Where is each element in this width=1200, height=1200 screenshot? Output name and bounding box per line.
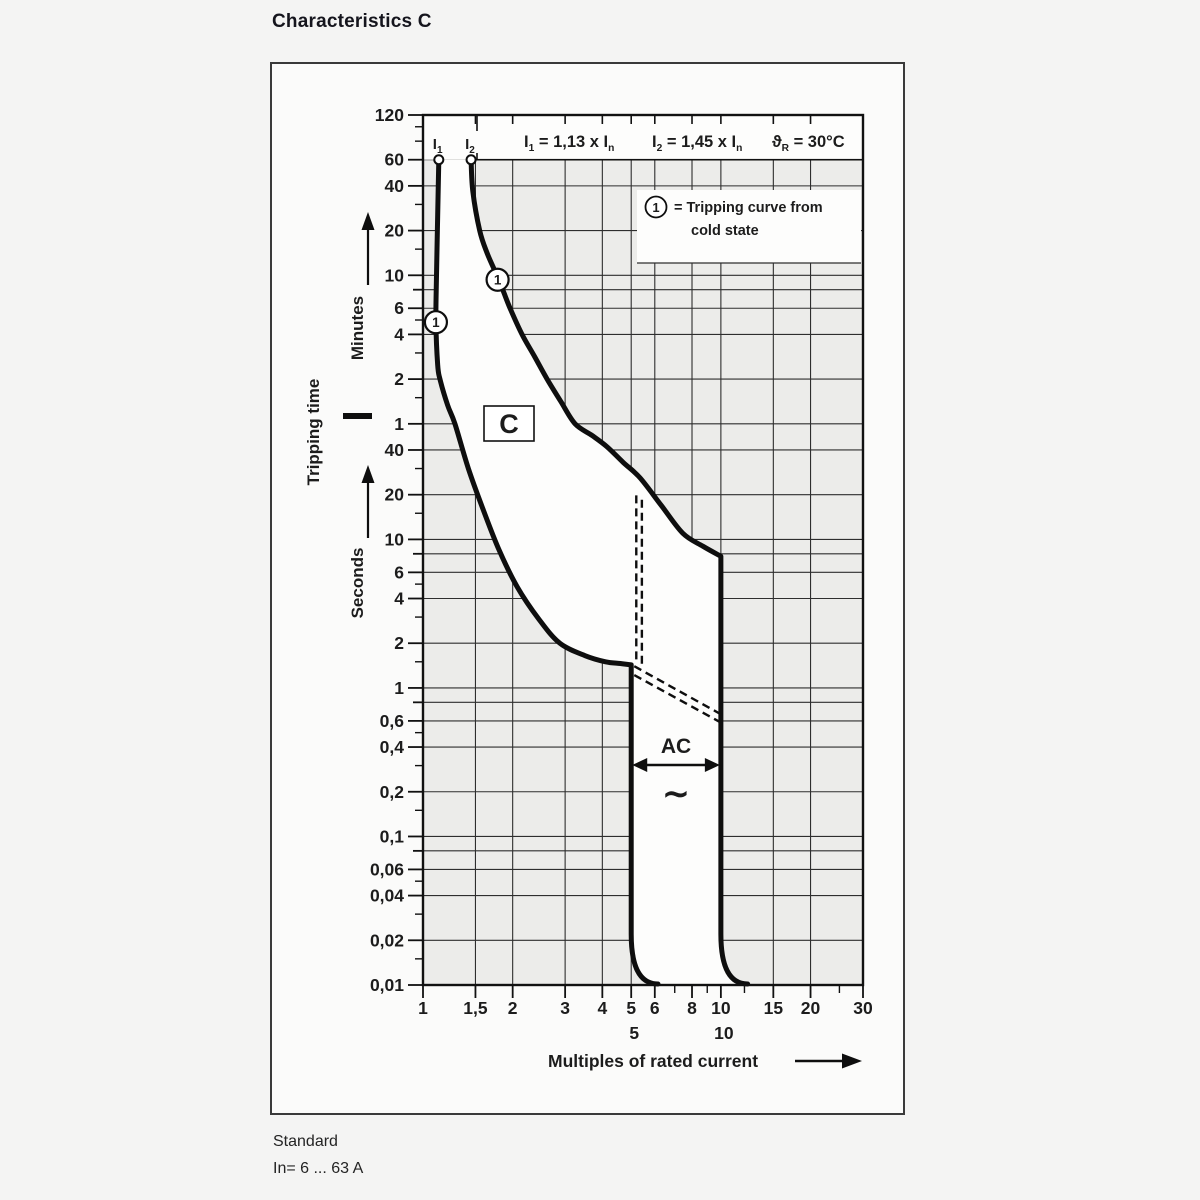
x-tick-label: 5 — [626, 998, 637, 1018]
y-tick-label: 20 — [384, 220, 404, 241]
x-tick-label: 1 — [418, 998, 428, 1018]
x-axis-title: Multiples of rated current — [548, 1051, 759, 1071]
y-tick-label: 10 — [384, 265, 404, 286]
curve-start-circle — [467, 155, 476, 164]
axis-up-arrowhead — [362, 465, 375, 483]
y-tick-label: 0,4 — [379, 737, 404, 758]
x-tick-label: 8 — [687, 998, 697, 1018]
y-tick-label: 1 — [394, 677, 404, 698]
y-tick-label: 0,04 — [369, 885, 404, 906]
y-tick-label: 0,6 — [379, 710, 404, 731]
minutes-seconds-divider-dash — [343, 413, 372, 419]
x-tick-label: 15 — [763, 998, 784, 1018]
y-tick-label: 4 — [394, 588, 404, 609]
x-tick-label: 3 — [560, 998, 570, 1018]
y-tick-label: 0,1 — [379, 826, 404, 847]
legend-marker-number: 1 — [652, 200, 660, 215]
y-tick-label: 0,06 — [369, 859, 404, 880]
ac-sine-symbol: ∼ — [661, 775, 691, 813]
formula-text: $ϑ_R = 30^\circ C$ — [772, 133, 845, 154]
x-tick-label: 4 — [597, 998, 608, 1018]
y-tick-label: 10 — [384, 529, 404, 550]
cold-state-marker-number: 1 — [493, 272, 502, 288]
footer-rated-current-range: In= 6 ... 63 A — [273, 1160, 364, 1177]
curve-label: $I_1$ — [432, 136, 443, 156]
curve-label: $I_2$ — [465, 136, 475, 156]
y-tick-label: 120 — [374, 105, 404, 125]
curve-start-circle — [434, 155, 443, 164]
x-tick-label-bold-row2: 5 — [629, 1023, 640, 1043]
ac-label: AC — [660, 735, 692, 758]
y-tick-label: 6 — [394, 298, 404, 319]
x-tick-label: 20 — [800, 998, 821, 1018]
y-tick-label: 0,02 — [369, 930, 404, 951]
formula-text: $I_2 = 1,45$ x $I_n$ — [652, 133, 743, 154]
y-axis-title: Tripping time — [304, 378, 323, 486]
y-tick-label: 0,01 — [369, 975, 404, 995]
x-tick-label: 1,5 — [463, 998, 488, 1018]
y-tick-label: 2 — [394, 369, 404, 390]
y-tick-label: 1 — [394, 413, 404, 434]
x-tick-label: 30 — [853, 998, 873, 1018]
x-tick-label-bold-row2: 10 — [714, 1023, 734, 1043]
footer-standard: Standard — [273, 1133, 338, 1150]
y-tick-label: 4 — [394, 324, 404, 345]
page-title: Characteristics C — [272, 11, 432, 32]
formula-text: $I_1 = 1,13$ x $I_n$ — [524, 133, 615, 154]
y-axis-minutes-label: Minutes — [348, 295, 367, 361]
x-tick-label: 2 — [507, 998, 518, 1018]
y-tick-label: 6 — [394, 562, 404, 583]
y-tick-label: 20 — [384, 484, 404, 505]
x-tick-label: 10 — [711, 998, 731, 1018]
y-axis-seconds-label: Seconds — [348, 547, 367, 619]
y-tick-label: 40 — [384, 175, 404, 196]
y-tick-label: 0,2 — [379, 781, 404, 802]
x-tick-label: 6 — [649, 998, 660, 1018]
y-tick-label: 60 — [384, 149, 404, 170]
legend-line2: cold state — [691, 223, 759, 239]
legend-line1: = Tripping curve from — [674, 200, 823, 216]
y-tick-label: 40 — [384, 439, 404, 460]
cold-state-marker-number: 1 — [432, 315, 440, 331]
axis-up-arrowhead — [362, 212, 375, 230]
y-tick-label: 2 — [394, 633, 404, 654]
x-axis-arrowhead — [842, 1054, 862, 1069]
band-label: C — [499, 409, 519, 439]
